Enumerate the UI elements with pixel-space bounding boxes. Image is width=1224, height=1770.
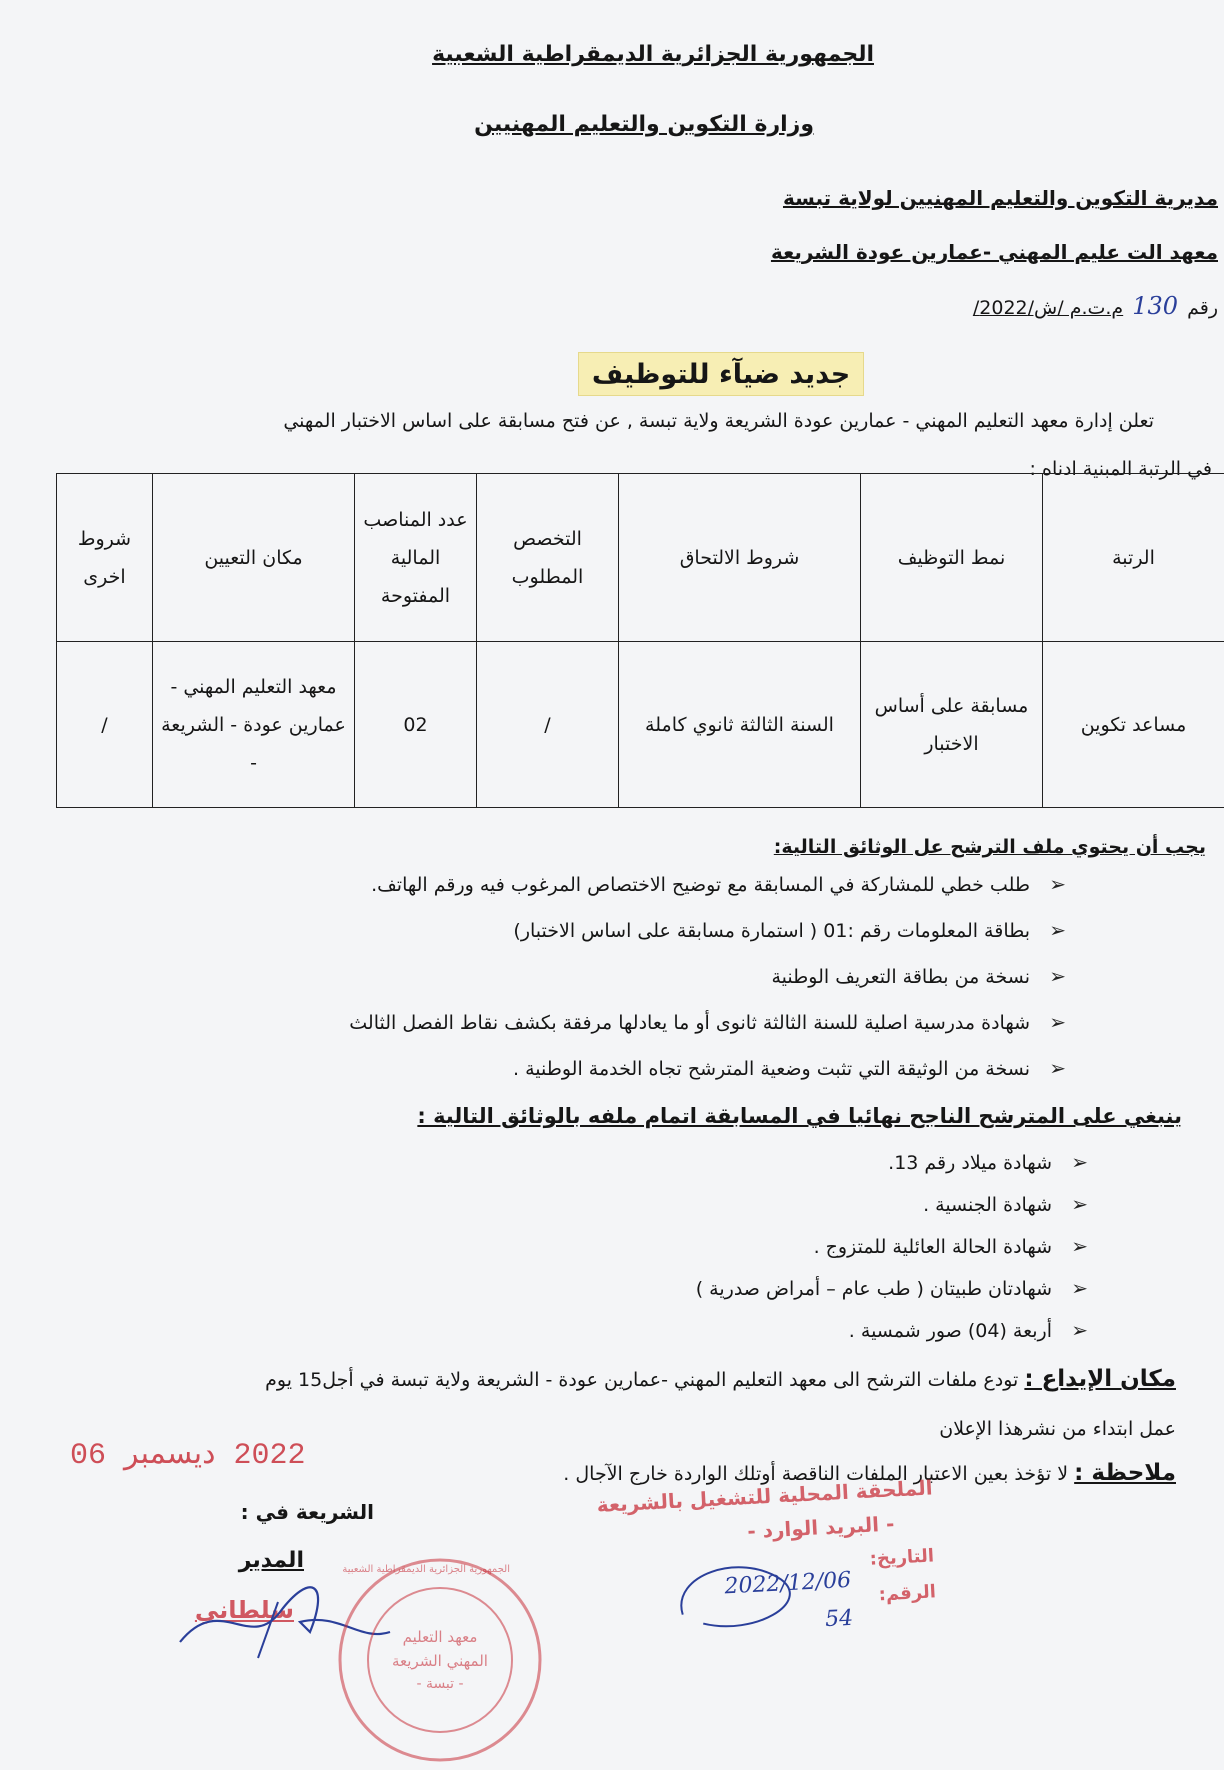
reference-prefix: رقم bbox=[1187, 297, 1218, 319]
note-text: لا تؤخذ بعين الاعتبار الملفات الناقصة أوتلك الواردة خارج الآجال . bbox=[563, 1463, 1068, 1485]
reception-stamp-date-value: 2022/12/06 bbox=[724, 1568, 852, 1600]
list-item: ➢شهادتان طبيتان ( طب عام – أمراض صدرية ) bbox=[696, 1276, 1088, 1318]
list-item: ➢شهادة الجنسية . bbox=[696, 1192, 1088, 1234]
arrow-bullet-icon: ➢ bbox=[1040, 1056, 1066, 1080]
round-stamp-line-2: المهني الشريعة bbox=[370, 1652, 510, 1670]
table-header-cell: نمط التوظيف bbox=[861, 474, 1043, 642]
final-docs-list bbox=[696, 1150, 1088, 1360]
date-stamp: 2022 ديسمبر 06 bbox=[70, 1436, 305, 1473]
list-item: ➢طلب خطي للمشاركة في المسابقة مع توضيح الاختصاص المرغوب فيه ورقم الهاتف. bbox=[349, 872, 1066, 918]
arrow-bullet-icon: ➢ bbox=[1040, 918, 1066, 942]
list-item: ➢أربعة (04) صور شمسية . bbox=[696, 1318, 1088, 1360]
reception-stamp-date-label: التاريخ: bbox=[869, 1545, 934, 1569]
place-and-date: الشريعة في : bbox=[241, 1500, 374, 1524]
docs-list bbox=[349, 872, 1066, 1102]
round-stamp-outer-text: الجمهورية الجزائرية الديمقراطية الشعبية bbox=[370, 1564, 510, 1575]
deposit-text-line-2: عمل ابتداء من نشرهذا الإعلان bbox=[939, 1418, 1176, 1440]
intro-line-2: في الرتبة المبنية ادناه : bbox=[1030, 458, 1212, 480]
table-header-cell: شروط الالتحاق bbox=[619, 474, 861, 642]
table-row bbox=[57, 642, 1224, 808]
docs-title: يجب أن يحتوي ملف الترشح عل الوثائق التالية: bbox=[774, 836, 1206, 858]
deposit-text: تودع ملفات الترشح الى معهد التعليم المهني -عمارين عودة - الشريعة ولاية تبسة في أجل15 يوم bbox=[265, 1369, 1018, 1391]
table-cell: معهد التعليم المهني - عمارين عودة - الشريعة - bbox=[153, 642, 355, 808]
table-header-cell: التخصص المطلوب bbox=[477, 474, 619, 642]
arrow-bullet-icon: ➢ bbox=[1062, 1192, 1088, 1216]
list-item: ➢شهادة مدرسية اصلية للسنة الثالثة ثانوى أو ما يعادلها مرفقة بكشف نقاط الفصل الثالث bbox=[349, 1010, 1066, 1056]
arrow-bullet-icon: ➢ bbox=[1040, 872, 1066, 896]
table-cell: 02 bbox=[355, 642, 477, 808]
arrow-bullet-icon: ➢ bbox=[1062, 1150, 1088, 1174]
institute-name: معهد الت عليم المهني -عمارين عودة الشريعة bbox=[771, 240, 1218, 264]
deposit-paragraph bbox=[265, 1366, 1176, 1392]
list-item: ➢شهادة الحالة العائلية للمتزوج . bbox=[696, 1234, 1088, 1276]
table-header-cell: عدد المناصب المالية المفتوحة bbox=[355, 474, 477, 642]
table-cell: مسابقة على أساس الاختبار bbox=[861, 642, 1043, 808]
directorate-name: مديرية التكوين والتعليم المهنيين لولاية تبسة bbox=[783, 186, 1218, 210]
round-stamp-line-1: معهد التعليم bbox=[370, 1628, 510, 1646]
reference-suffix: /م.ت.م /ش/2022 bbox=[973, 297, 1123, 319]
deposit-label: مكان الإيداع : bbox=[1024, 1366, 1176, 1392]
note-label: ملاحظة : bbox=[1074, 1460, 1176, 1486]
reception-stamp bbox=[596, 1471, 944, 1649]
reference-number bbox=[973, 292, 1218, 320]
institute-round-stamp bbox=[330, 1550, 550, 1770]
table-header-row bbox=[57, 474, 1224, 642]
arrow-bullet-icon: ➢ bbox=[1040, 964, 1066, 988]
arrow-bullet-icon: ➢ bbox=[1062, 1234, 1088, 1258]
reception-stamp-number-value: 54 bbox=[825, 1606, 854, 1632]
table-header-cell: الرتبة bbox=[1043, 474, 1224, 642]
arrow-bullet-icon: ➢ bbox=[1040, 1010, 1066, 1034]
table-cell: مساعد تكوين bbox=[1043, 642, 1224, 808]
positions-table bbox=[56, 473, 1224, 808]
reception-stamp-loop bbox=[660, 1548, 815, 1646]
list-item: ➢نسخة من بطاقة التعريف الوطنية bbox=[349, 964, 1066, 1010]
list-item: ➢بطاقة المعلومات رقم :01 ( استمارة مسابقة على اساس الاختبار) bbox=[349, 918, 1066, 964]
director-title: المدير bbox=[239, 1548, 304, 1573]
ministry-title: وزارة التكوين والتعليم المهنيين bbox=[474, 112, 814, 137]
list-item: ➢نسخة من الوثيقة التي تثبت وضعية المترشح تجاه الخدمة الوطنية . bbox=[349, 1056, 1066, 1102]
reference-handwritten-number: 130 bbox=[1132, 292, 1178, 320]
intro-line-1: تعلن إدارة معهد التعليم المهني - عمارين عودة الشريعة ولاية تبسة , عن فتح مسابقة على اساس الاختبار المهني bbox=[283, 410, 1154, 432]
director-name: سلطاني bbox=[195, 1596, 294, 1624]
final-docs-title: ينبغي على المترشح الناجح نهائيا في المسابقة اتمام ملفه بالوثائق التالية : bbox=[417, 1104, 1182, 1128]
round-stamp-line-3: - تبسة - bbox=[370, 1676, 510, 1692]
table-cell: السنة الثالثة ثانوي كاملة bbox=[619, 642, 861, 808]
list-item: ➢شهادة ميلاد رقم 13. bbox=[696, 1150, 1088, 1192]
table-cell: / bbox=[57, 642, 153, 808]
table-header-cell: مكان التعيين bbox=[153, 474, 355, 642]
reception-stamp-number-label: الرقم: bbox=[878, 1581, 936, 1605]
arrow-bullet-icon: ➢ bbox=[1062, 1318, 1088, 1342]
announcement-banner: جديد ضيآء للتوظيف bbox=[578, 352, 864, 396]
reception-stamp-line-1: الملحقة المحلية للتشغيل بالشريعة bbox=[596, 1475, 933, 1517]
reception-stamp-line-2: - البريد الوارد - bbox=[747, 1511, 895, 1543]
arrow-bullet-icon: ➢ bbox=[1062, 1276, 1088, 1300]
table-cell: / bbox=[477, 642, 619, 808]
republic-title: الجمهورية الجزائرية الديمقراطية الشعبية bbox=[432, 42, 874, 67]
table-header-cell: شروط اخرى bbox=[57, 474, 153, 642]
